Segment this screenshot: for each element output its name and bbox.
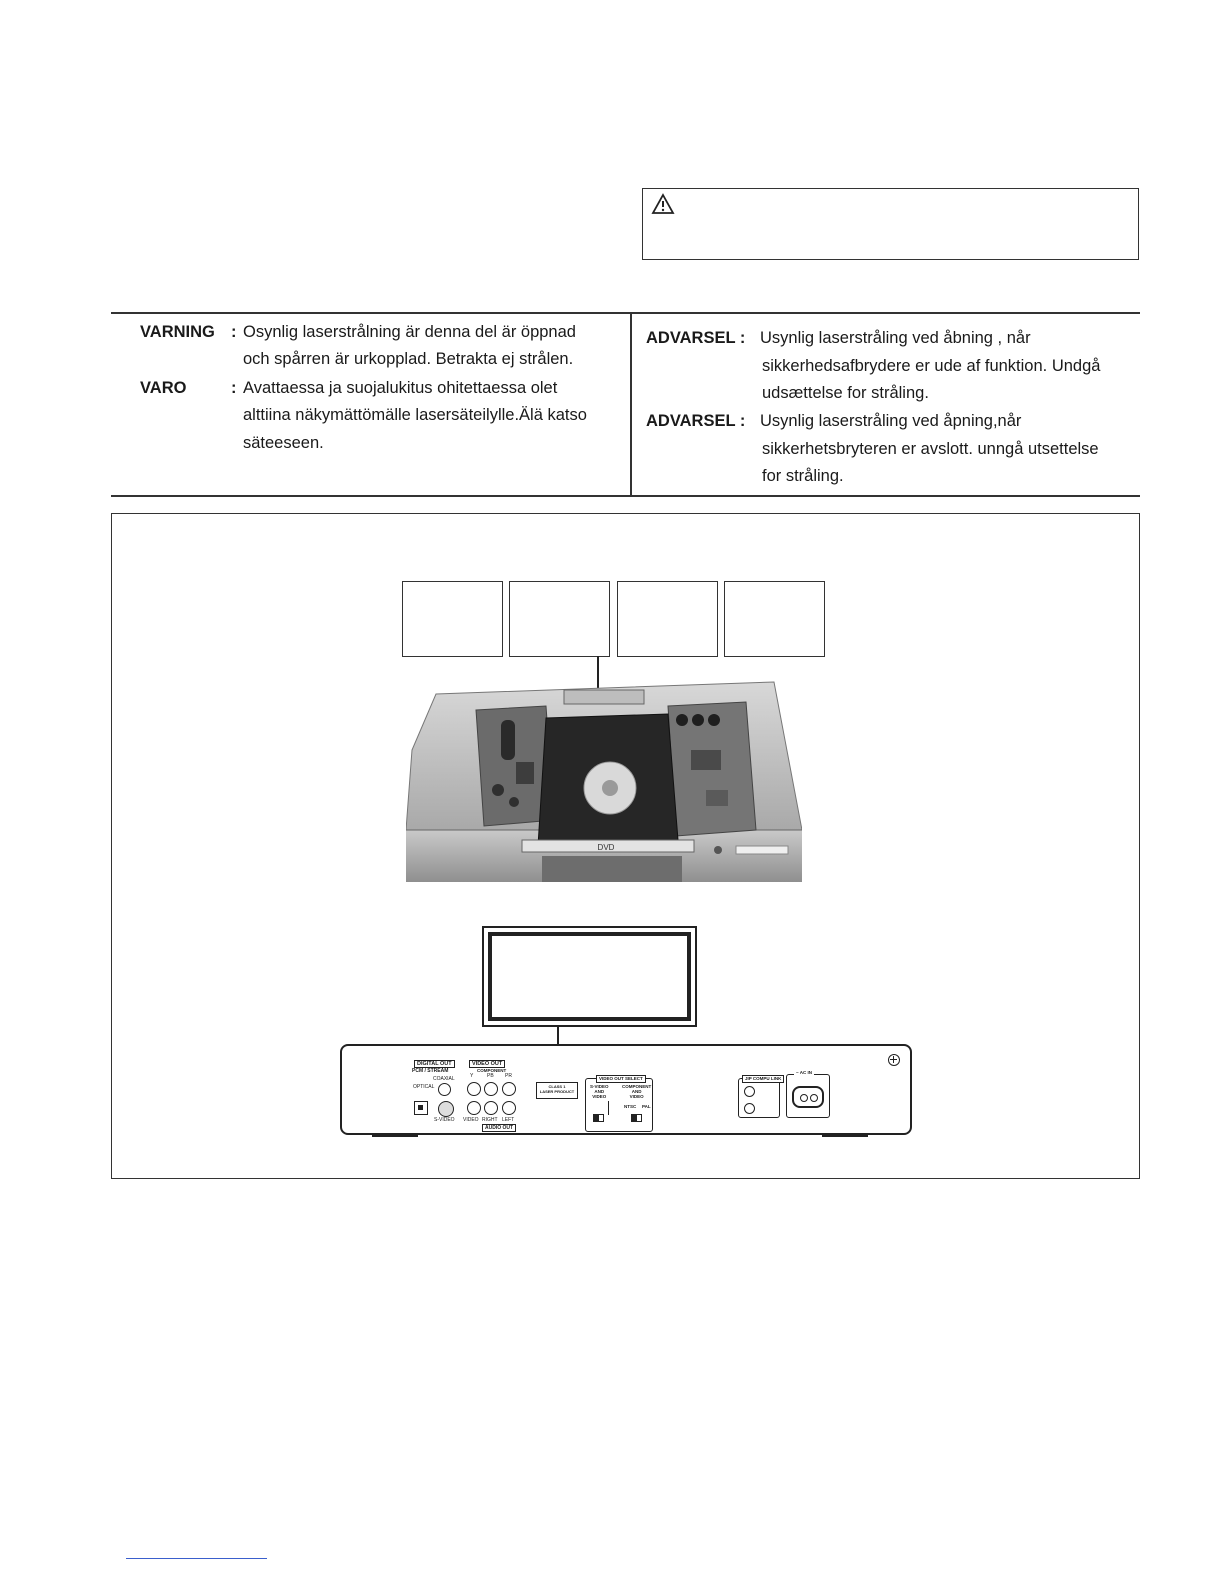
class1-label-outer — [482, 926, 697, 1027]
left-label: LEFT — [502, 1117, 515, 1123]
component-label: COMPONENT — [477, 1068, 507, 1073]
table-divider — [630, 312, 632, 496]
class1-label-inner — [488, 932, 691, 1021]
advarsel-no-text-2: sikkerhetsbryteren er avslott. unngå utsettelse — [762, 440, 1099, 458]
label-box-1 — [402, 581, 503, 657]
select-component-label: COMPONENT AND VIDEO — [622, 1084, 652, 1099]
varning-text-1: Osynlig laserstrålning är denna del är öppnad — [243, 323, 576, 341]
right-label: RIGHT — [482, 1117, 498, 1123]
video-out-label: VIDEO OUT — [469, 1060, 505, 1068]
advarsel-label-no: ADVARSEL : — [646, 412, 746, 430]
video-select-switch — [593, 1114, 604, 1122]
digital-out-label: DIGITAL OUT — [414, 1060, 455, 1068]
varo-colon: : — [231, 379, 237, 397]
audio-right-jack — [484, 1101, 498, 1115]
advarsel-label-dk: ADVARSEL : — [646, 329, 746, 347]
video-jack — [467, 1101, 481, 1115]
advarsel-no-text-1: Usynlig laserstråling ved åpning,når — [760, 412, 1022, 430]
y-label: Y — [470, 1073, 474, 1079]
optical-label: OPTICAL — [413, 1084, 435, 1090]
ac-in-label: ~ AC IN — [796, 1070, 812, 1075]
coaxial-label: COAXIAL — [433, 1076, 455, 1082]
varning-text-2: och spårren är urkopplad. Betrakta ej strålen. — [243, 350, 574, 368]
component-pr-jack — [502, 1082, 516, 1096]
footer-rule — [126, 1558, 267, 1559]
s-video-label: S-VIDEO — [434, 1117, 455, 1123]
advarsel-dk-text-2: sikkerhedsafbrydere er ude af funktion. Undgå — [762, 357, 1101, 375]
caution-box — [642, 188, 1139, 260]
varo-text-3: säteeseen. — [243, 434, 324, 452]
select-svideo-label: S-VIDEO AND VIDEO — [590, 1084, 609, 1099]
component-pb-jack — [484, 1082, 498, 1096]
pr-label: PR — [505, 1073, 512, 1079]
varo-text-2: alttiina näkymättömälle lasersäteilylle.Älä katso — [243, 406, 587, 424]
table-top-rule — [111, 312, 1140, 314]
label-box-3 — [617, 581, 718, 657]
compu-link-jack-1 — [744, 1086, 755, 1097]
component-y-jack — [467, 1082, 481, 1096]
pcm-stream-label: PCM / STREAM — [412, 1068, 449, 1074]
compu-link-label: JIP COMPU LINK — [742, 1075, 784, 1083]
rear-panel-foot-left — [372, 1134, 418, 1137]
varo-text-1: Avattaessa ja suojalukitus ohitettaessa olet — [243, 379, 558, 397]
advarsel-dk-text-3: udsættelse for stråling. — [762, 384, 929, 402]
audio-out-label: AUDIO OUT — [482, 1124, 516, 1132]
class1-small-line1: CLASS 1 — [548, 1084, 566, 1089]
open-dvd-player-image — [406, 680, 802, 882]
ac-in-socket — [792, 1086, 824, 1108]
screw-icon — [888, 1054, 900, 1066]
s-video-jack — [438, 1101, 454, 1117]
advarsel-no-text-3: for stråling. — [762, 467, 844, 485]
tray-logo: DVD — [597, 843, 615, 852]
rear-panel-foot-right — [822, 1134, 868, 1137]
video-out-select-label: VIDEO OUT SELECT — [596, 1075, 646, 1083]
varo-label: VARO — [140, 379, 187, 397]
audio-left-jack — [502, 1101, 516, 1115]
label-box-2 — [509, 581, 610, 657]
class1-small-label — [536, 1082, 578, 1099]
advarsel-dk-text-1: Usynlig laserstråling ved åbning , når — [760, 329, 1031, 347]
ntsc-pal-switch — [631, 1114, 642, 1122]
video-label: VIDEO — [463, 1117, 479, 1123]
rear-panel — [340, 1044, 912, 1135]
pb-label: PB — [487, 1073, 494, 1079]
label-box-4 — [724, 581, 825, 657]
varning-colon: : — [231, 323, 237, 341]
pal-label: PAL — [642, 1104, 651, 1109]
compu-link-jack-2 — [744, 1103, 755, 1114]
coaxial-jack — [438, 1083, 451, 1096]
table-bottom-rule — [111, 495, 1140, 497]
class1-small-line2: LASER PRODUCT — [539, 1089, 575, 1094]
warning-triangle-icon — [651, 193, 675, 215]
optical-jack — [414, 1101, 428, 1115]
ntsc-label: NTSC — [624, 1104, 637, 1109]
varning-label: VARNING — [140, 323, 215, 341]
